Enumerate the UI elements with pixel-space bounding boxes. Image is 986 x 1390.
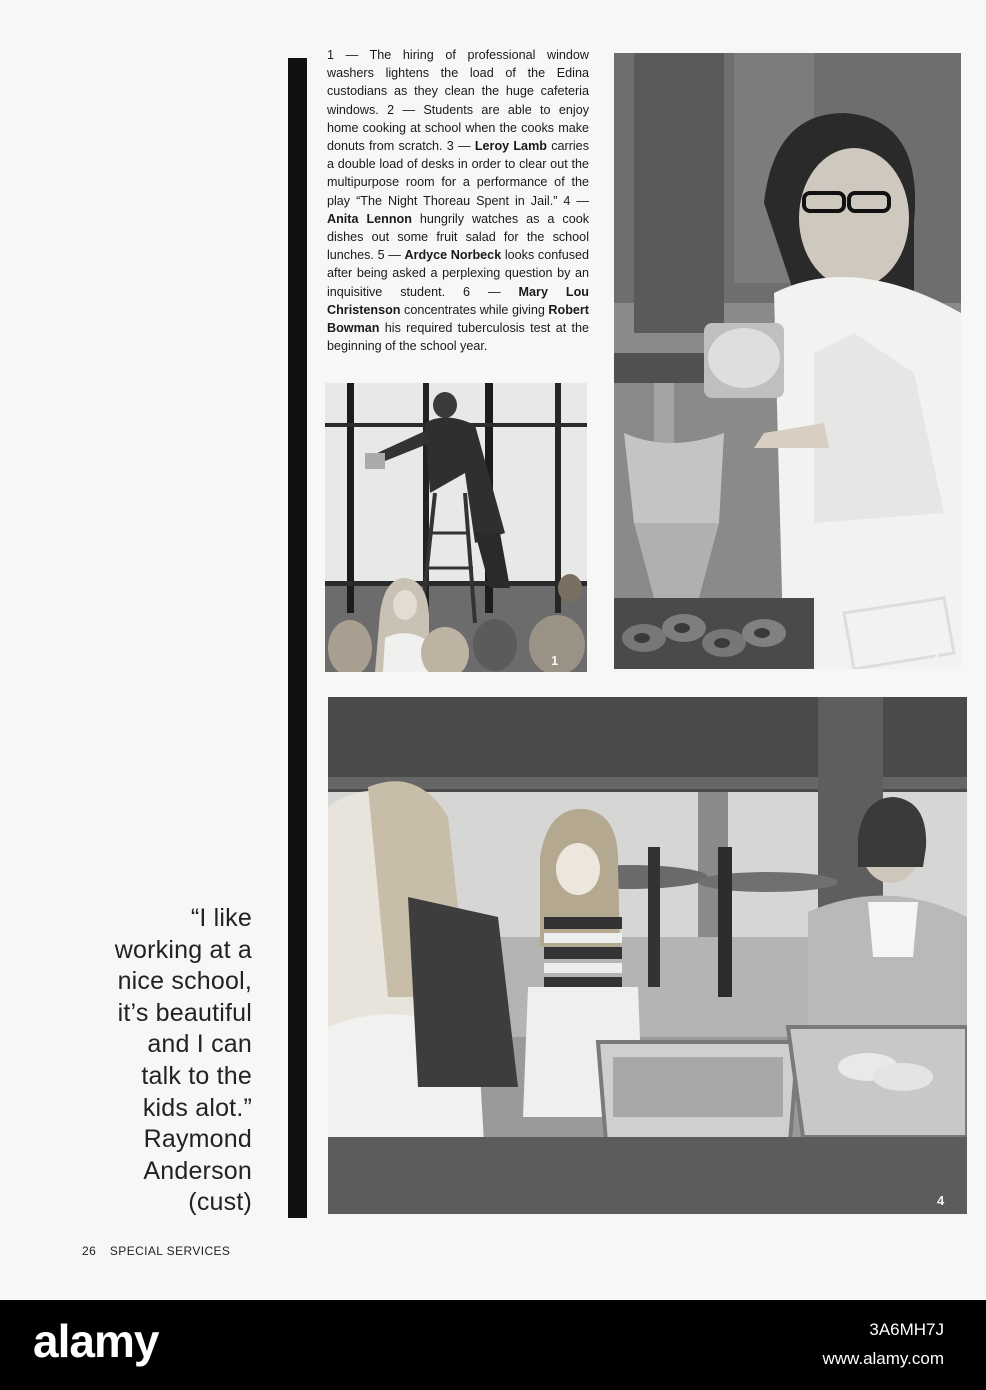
donut-cook-illustration	[614, 53, 961, 669]
section-name: SPECIAL SERVICES	[109, 1244, 231, 1258]
photo-window-washer	[325, 383, 587, 672]
caption-text: 5 —	[377, 248, 405, 263]
quote-line: nice school,	[117, 967, 252, 996]
window-washer-illustration	[325, 383, 587, 672]
caption-text: 2 — Students are able to enjoy home cooking at school when the cooks make donuts from scratch.	[327, 102, 589, 154]
caption-text: 1 — The hiring of professional window washers lightens the load of the Edina custodians as they clean the huge cafeteria windows.	[327, 48, 589, 117]
photo-caption	[327, 46, 589, 355]
photo-number-1: 1	[551, 653, 559, 668]
caption-name: Robert Bowman	[327, 302, 589, 336]
caption-name: Leroy Lamb	[474, 139, 547, 154]
quote-line: “I like	[190, 904, 252, 932]
caption-text: looks confused after being asked a perplexing question by an inquisitive student.	[327, 248, 590, 299]
caption-text: his required tuberculosis test at the beginning of the school year.	[327, 321, 589, 354]
quote-line: (cust)	[188, 1188, 252, 1217]
pull-quote	[40, 903, 252, 1219]
quote-line: it’s beautiful	[117, 998, 252, 1027]
caption-name: Mary Lou Christenson	[327, 284, 589, 317]
page-folio	[82, 1244, 230, 1258]
quote-line: working at a	[114, 935, 252, 964]
site-url: www.alamy.com	[822, 1349, 944, 1368]
photo-number-4: 4	[937, 1193, 945, 1208]
caption-text: hungrily watches as a cook dishes out some fruit salad for the school lunches.	[327, 211, 589, 263]
quote-line: and I can	[147, 1030, 252, 1059]
photo-cafeteria-line	[328, 697, 967, 1214]
caption-text: 3 —	[446, 139, 475, 154]
cafeteria-illustration	[328, 697, 967, 1214]
image-id: 3A6MH7J	[869, 1320, 944, 1339]
brand-logo: alamy	[33, 1315, 159, 1367]
photo-donut-cook	[614, 53, 961, 669]
caption-text: 6 —	[463, 284, 519, 299]
quote-line: talk to the	[141, 1061, 252, 1090]
quote-line: Anderson	[143, 1156, 252, 1185]
vertical-rule	[288, 58, 307, 1218]
caption-text: carries a double load of desks in order to clear out the multipurpose room for a performance of the play “The Night Thoreau Spent in Jail.”	[327, 139, 589, 208]
quote-line: Raymond	[143, 1125, 252, 1154]
caption-name: Ardyce Norbeck	[404, 248, 502, 263]
page-number: 26	[82, 1244, 97, 1258]
quote-line: kids alot.”	[142, 1093, 252, 1122]
caption-name: Anita Lennon	[327, 211, 412, 226]
caption-text: 4 —	[563, 193, 589, 208]
caption-text: concentrates while giving	[400, 302, 549, 317]
stock-footer	[0, 1300, 986, 1390]
photo-number-2: 2	[932, 649, 940, 664]
